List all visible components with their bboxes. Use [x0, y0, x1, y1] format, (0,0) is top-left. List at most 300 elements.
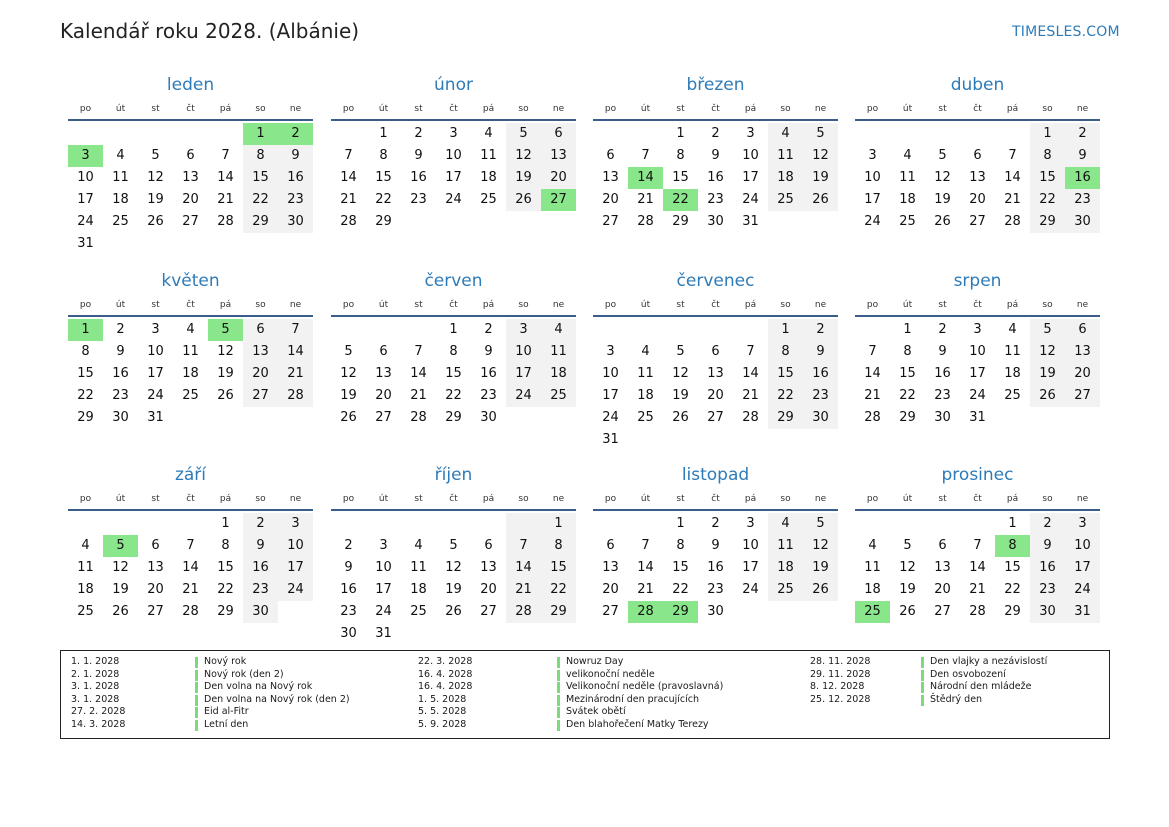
- empty-cell: [803, 429, 838, 451]
- day-cell: 3: [746, 126, 755, 141]
- day-cell: 14: [278, 341, 313, 363]
- weekday-label: st: [414, 104, 423, 114]
- empty-cell: [506, 407, 541, 429]
- day-cell: 26: [899, 604, 916, 619]
- day-cell: 19: [803, 167, 838, 189]
- empty-cell: [698, 429, 733, 451]
- day-cell: 24: [969, 388, 986, 403]
- week-row: [68, 513, 313, 535]
- empty-cell: [436, 513, 471, 535]
- day-cell: 1: [243, 123, 278, 145]
- empty-cell: [803, 601, 838, 623]
- week-row: [331, 557, 576, 579]
- day-cell: 19: [147, 192, 164, 207]
- day-cell: 13: [243, 341, 278, 363]
- day-cell: 7: [221, 148, 230, 163]
- empty-cell: [925, 513, 960, 535]
- empty-cell: [628, 513, 663, 535]
- day-cell: 23: [340, 604, 357, 619]
- empty-cell: [366, 513, 401, 535]
- day-cell: 11: [864, 560, 881, 575]
- day-cell: 2: [938, 322, 947, 337]
- weekday-label: pá: [1006, 494, 1019, 504]
- weekday-label: čt: [711, 104, 720, 114]
- day-cell: 7: [414, 344, 423, 359]
- empty-cell: [593, 319, 628, 341]
- week-row: [331, 513, 576, 535]
- day-cell: 12: [899, 560, 916, 575]
- weekday-label: so: [1042, 104, 1053, 114]
- day-cell: 13: [541, 145, 576, 167]
- empty-cell: [103, 513, 138, 535]
- day-cell: 23: [112, 388, 129, 403]
- weekday-label: út: [378, 104, 389, 114]
- weekday-label: st: [151, 300, 160, 310]
- day-cell: 29: [77, 410, 94, 425]
- brand-logo[interactable]: TIMESLES.COM: [1012, 24, 1120, 40]
- holiday-marker: [195, 657, 198, 668]
- day-cell: 29: [663, 601, 698, 623]
- day-cell: 10: [742, 538, 759, 553]
- month-4: [855, 71, 1100, 233]
- weekday-label: so: [518, 494, 529, 504]
- empty-cell: [506, 211, 541, 233]
- day-cell: 16: [243, 557, 278, 579]
- holiday-name: Letní den: [204, 718, 249, 730]
- weekday-label: čt: [186, 104, 195, 114]
- day-cell: 11: [480, 148, 497, 163]
- day-cell: 30: [112, 410, 129, 425]
- day-cell: 6: [484, 538, 493, 553]
- day-cell: 22: [768, 385, 803, 407]
- day-cell: 2: [803, 319, 838, 341]
- day-cell: 5: [449, 538, 458, 553]
- day-cell: 18: [899, 192, 916, 207]
- weekday-label: út: [640, 494, 651, 504]
- holiday-name: Den vlajky a nezávislostí: [930, 656, 1048, 667]
- week-row: [593, 123, 838, 145]
- day-cell: 9: [116, 344, 125, 359]
- day-cell: 26: [147, 214, 164, 229]
- empty-cell: [103, 233, 138, 255]
- day-cell: 10: [602, 366, 619, 381]
- holiday-marker: [195, 707, 198, 718]
- day-cell: 14: [506, 557, 541, 579]
- day-cell: 1: [903, 322, 912, 337]
- weekday-label: po: [866, 300, 879, 310]
- day-cell: 31: [147, 410, 164, 425]
- day-cell: 4: [186, 322, 195, 337]
- day-cell: 25: [112, 214, 129, 229]
- empty-cell: [960, 123, 995, 145]
- day-cell: 10: [1065, 535, 1100, 557]
- weekday-label: ne: [814, 300, 827, 310]
- empty-cell: [173, 123, 208, 145]
- day-cell: 22: [445, 388, 462, 403]
- day-cell: 13: [375, 366, 392, 381]
- empty-cell: [855, 123, 890, 145]
- weekday-label: so: [780, 494, 791, 504]
- week-row: [68, 385, 313, 407]
- day-cell: 15: [445, 366, 462, 381]
- day-cell: 23: [1065, 189, 1100, 211]
- day-cell: 3: [868, 148, 877, 163]
- week-row: [331, 211, 576, 233]
- empty-cell: [138, 513, 173, 535]
- month-name: srpen: [953, 271, 1002, 291]
- day-cell: 16: [1065, 167, 1100, 189]
- weekday-label: ne: [552, 104, 565, 114]
- day-cell: 21: [637, 192, 654, 207]
- empty-cell: [173, 407, 208, 429]
- weekday-label: út: [115, 104, 126, 114]
- day-cell: 5: [208, 319, 243, 341]
- weekday-header: [593, 101, 838, 117]
- day-cell: 11: [77, 560, 94, 575]
- day-cell: 1: [676, 126, 685, 141]
- empty-cell: [173, 233, 208, 255]
- weekday-label: út: [640, 104, 651, 114]
- day-cell: 12: [803, 145, 838, 167]
- day-cell: 10: [375, 560, 392, 575]
- week-row: [855, 407, 1100, 429]
- weekday-label: po: [342, 300, 355, 310]
- day-cell: 2: [1065, 123, 1100, 145]
- holiday-name: Den blahořečení Matky Terezy: [566, 718, 709, 730]
- day-cell: 17: [77, 192, 94, 207]
- day-cell: 19: [1030, 363, 1065, 385]
- day-cell: 20: [182, 192, 199, 207]
- week-row: [331, 535, 576, 557]
- day-cell: 20: [602, 582, 619, 597]
- weekday-label: ne: [1076, 104, 1089, 114]
- day-cell: 9: [344, 560, 353, 575]
- month-10: [331, 461, 576, 645]
- holiday-name: Nowruz Day: [566, 656, 624, 667]
- week-row: [593, 429, 838, 451]
- day-cell: 8: [541, 535, 576, 557]
- holiday-marker: [195, 720, 198, 731]
- day-cell: 20: [541, 167, 576, 189]
- day-cell: 12: [340, 366, 357, 381]
- weekday-label: út: [902, 104, 913, 114]
- empty-cell: [208, 123, 243, 145]
- day-grid: [593, 319, 838, 451]
- weekday-label: pá: [1006, 104, 1019, 114]
- empty-cell: [768, 211, 803, 233]
- weekday-label: ne: [1076, 494, 1089, 504]
- day-cell: 14: [217, 170, 234, 185]
- day-cell: 15: [672, 170, 689, 185]
- empty-cell: [278, 407, 313, 429]
- weekday-label: ne: [289, 494, 302, 504]
- day-cell: 23: [1030, 579, 1065, 601]
- empty-cell: [278, 233, 313, 255]
- weekday-label: po: [342, 494, 355, 504]
- day-cell: 17: [742, 560, 759, 575]
- month-5: [68, 267, 313, 429]
- holiday-date: 8. 12. 2028: [810, 681, 865, 693]
- day-cell: 18: [182, 366, 199, 381]
- day-cell: 18: [541, 363, 576, 385]
- empty-cell: [208, 407, 243, 429]
- day-cell: 18: [77, 582, 94, 597]
- day-cell: 15: [672, 560, 689, 575]
- week-row: [593, 557, 838, 579]
- week-row: [593, 319, 838, 341]
- day-cell: 26: [803, 579, 838, 601]
- day-cell: 7: [868, 344, 877, 359]
- day-cell: 12: [672, 366, 689, 381]
- empty-cell: [541, 623, 576, 645]
- day-cell: 20: [707, 388, 724, 403]
- day-cell: 27: [1065, 385, 1100, 407]
- month-name: listopad: [681, 465, 750, 485]
- day-cell: 18: [864, 582, 881, 597]
- month-11: [593, 461, 838, 623]
- day-cell: 2: [711, 126, 720, 141]
- day-cell: 6: [243, 319, 278, 341]
- weekday-label: pá: [219, 300, 232, 310]
- empty-cell: [855, 513, 890, 535]
- week-row: [68, 535, 313, 557]
- weekday-label: pá: [482, 494, 495, 504]
- day-cell: 5: [938, 148, 947, 163]
- day-cell: 25: [768, 579, 803, 601]
- day-cell: 17: [278, 557, 313, 579]
- day-cell: 30: [803, 407, 838, 429]
- day-cell: 21: [969, 582, 986, 597]
- day-cell: 18: [480, 170, 497, 185]
- day-cell: 9: [803, 341, 838, 363]
- day-cell: 22: [217, 582, 234, 597]
- empty-cell: [103, 123, 138, 145]
- day-cell: 26: [340, 410, 357, 425]
- weekday-label: po: [866, 494, 879, 504]
- day-cell: 10: [147, 344, 164, 359]
- weekday-label: st: [151, 104, 160, 114]
- empty-cell: [401, 513, 436, 535]
- weekday-label: pá: [482, 104, 495, 114]
- day-cell: 5: [903, 538, 912, 553]
- day-cell: 8: [903, 344, 912, 359]
- day-cell: 3: [973, 322, 982, 337]
- weekday-header: [68, 101, 313, 117]
- week-row: [68, 189, 313, 211]
- day-cell: 16: [410, 170, 427, 185]
- holiday-name: velikonoční neděle: [566, 668, 655, 680]
- weekday-label: ne: [552, 494, 565, 504]
- day-cell: 25: [77, 604, 94, 619]
- holiday-date: 5. 5. 2028: [418, 706, 467, 718]
- day-cell: 24: [864, 214, 881, 229]
- day-cell: 14: [628, 167, 663, 189]
- empty-cell: [768, 601, 803, 623]
- empty-cell: [243, 233, 278, 255]
- day-cell: 16: [112, 366, 129, 381]
- day-cell: 31: [602, 432, 619, 447]
- week-row: [855, 579, 1100, 601]
- day-cell: 21: [637, 582, 654, 597]
- weekday-label: ne: [814, 494, 827, 504]
- day-cell: 6: [151, 538, 160, 553]
- empty-cell: [331, 123, 366, 145]
- day-cell: 18: [1004, 366, 1021, 381]
- day-cell: 10: [278, 535, 313, 557]
- day-cell: 16: [340, 582, 357, 597]
- empty-cell: [733, 601, 768, 623]
- day-cell: 14: [637, 560, 654, 575]
- day-cell: 9: [414, 148, 423, 163]
- empty-cell: [593, 513, 628, 535]
- empty-cell: [541, 211, 576, 233]
- week-row: [593, 601, 838, 623]
- day-cell: 13: [480, 560, 497, 575]
- day-cell: 17: [602, 388, 619, 403]
- weekday-label: so: [255, 104, 266, 114]
- weekday-label: út: [115, 300, 126, 310]
- weekday-header: [855, 101, 1100, 117]
- holiday-marker: [921, 682, 924, 693]
- month-name: červen: [424, 271, 483, 291]
- holiday-marker: [557, 720, 560, 731]
- empty-cell: [593, 123, 628, 145]
- month-7: [593, 267, 838, 451]
- day-cell: 28: [182, 604, 199, 619]
- month-3: [593, 71, 838, 233]
- weekday-label: so: [255, 494, 266, 504]
- week-row: [331, 385, 576, 407]
- week-row: [331, 167, 576, 189]
- day-cell: 5: [803, 513, 838, 535]
- header-rule: [593, 119, 838, 121]
- empty-cell: [733, 319, 768, 341]
- day-cell: 1: [768, 319, 803, 341]
- weekday-label: st: [676, 494, 685, 504]
- weekday-label: po: [342, 104, 355, 114]
- day-cell: 22: [77, 388, 94, 403]
- day-cell: 12: [445, 560, 462, 575]
- day-cell: 2: [243, 513, 278, 535]
- day-cell: 8: [1030, 145, 1065, 167]
- day-cell: 3: [68, 145, 103, 167]
- day-cell: 28: [278, 385, 313, 407]
- holiday-date: 29. 11. 2028: [810, 668, 871, 680]
- weekday-label: ne: [1076, 300, 1089, 310]
- day-grid: [331, 513, 576, 645]
- month-name: červenec: [676, 271, 755, 291]
- weekday-label: po: [604, 494, 617, 504]
- holiday-date: 14. 3. 2028: [71, 718, 126, 730]
- day-cell: 9: [278, 145, 313, 167]
- weekday-label: čt: [186, 300, 195, 310]
- day-cell: 20: [243, 363, 278, 385]
- week-row: [68, 579, 313, 601]
- week-row: [593, 189, 838, 211]
- day-cell: 7: [186, 538, 195, 553]
- day-cell: 10: [969, 344, 986, 359]
- day-cell: 4: [116, 148, 125, 163]
- day-cell: 16: [707, 560, 724, 575]
- day-cell: 8: [81, 344, 90, 359]
- weekday-label: čt: [449, 104, 458, 114]
- day-cell: 11: [768, 145, 803, 167]
- day-cell: 16: [803, 363, 838, 385]
- day-cell: 8: [676, 538, 685, 553]
- holiday-date: 1. 1. 2028: [71, 656, 120, 667]
- empty-cell: [471, 623, 506, 645]
- month-1: [68, 71, 313, 255]
- day-cell: 25: [768, 189, 803, 211]
- day-cell: 1: [676, 516, 685, 531]
- day-cell: 3: [1065, 513, 1100, 535]
- day-cell: 28: [410, 410, 427, 425]
- weekday-label: pá: [482, 300, 495, 310]
- month-name: prosinec: [941, 465, 1014, 485]
- week-row: [331, 123, 576, 145]
- day-cell: 7: [344, 148, 353, 163]
- holiday-name: Eid al-Fitr: [204, 706, 249, 718]
- weekday-label: čt: [973, 300, 982, 310]
- day-cell: 24: [742, 192, 759, 207]
- day-cell: 7: [641, 538, 650, 553]
- day-cell: 27: [707, 410, 724, 425]
- day-cell: 4: [484, 126, 493, 141]
- day-cell: 26: [803, 189, 838, 211]
- day-cell: 11: [541, 341, 576, 363]
- day-cell: 12: [1030, 341, 1065, 363]
- day-cell: 6: [541, 123, 576, 145]
- empty-cell: [68, 513, 103, 535]
- day-cell: 27: [182, 214, 199, 229]
- day-cell: 1: [68, 319, 103, 341]
- day-cell: 23: [707, 582, 724, 597]
- day-cell: 19: [899, 582, 916, 597]
- day-cell: 6: [938, 538, 947, 553]
- week-row: [855, 557, 1100, 579]
- day-cell: 27: [602, 214, 619, 229]
- holiday-name: Den volna na Nový rok (den 2): [204, 693, 350, 705]
- day-cell: 30: [1065, 211, 1100, 233]
- day-cell: 8: [768, 341, 803, 363]
- month-8: [855, 267, 1100, 429]
- day-cell: 1: [449, 322, 458, 337]
- day-cell: 25: [480, 192, 497, 207]
- weekday-label: pá: [744, 300, 757, 310]
- day-cell: 22: [243, 189, 278, 211]
- empty-cell: [995, 407, 1030, 429]
- week-row: [68, 407, 313, 429]
- day-cell: 14: [410, 366, 427, 381]
- weekday-label: pá: [219, 104, 232, 114]
- day-cell: 18: [410, 582, 427, 597]
- empty-cell: [855, 319, 890, 341]
- day-cell: 12: [934, 170, 951, 185]
- weekday-label: út: [115, 494, 126, 504]
- day-cell: 18: [768, 167, 803, 189]
- weekday-label: pá: [744, 494, 757, 504]
- holiday-name: Národní den mládeže: [930, 681, 1032, 693]
- weekday-header: [855, 491, 1100, 507]
- day-cell: 28: [969, 604, 986, 619]
- month-12: [855, 461, 1100, 623]
- day-grid: [855, 319, 1100, 429]
- month-name: březen: [686, 75, 745, 95]
- day-cell: 5: [344, 344, 353, 359]
- week-row: [855, 363, 1100, 385]
- day-cell: 11: [899, 170, 916, 185]
- holiday-name: Nový rok (den 2): [204, 668, 284, 680]
